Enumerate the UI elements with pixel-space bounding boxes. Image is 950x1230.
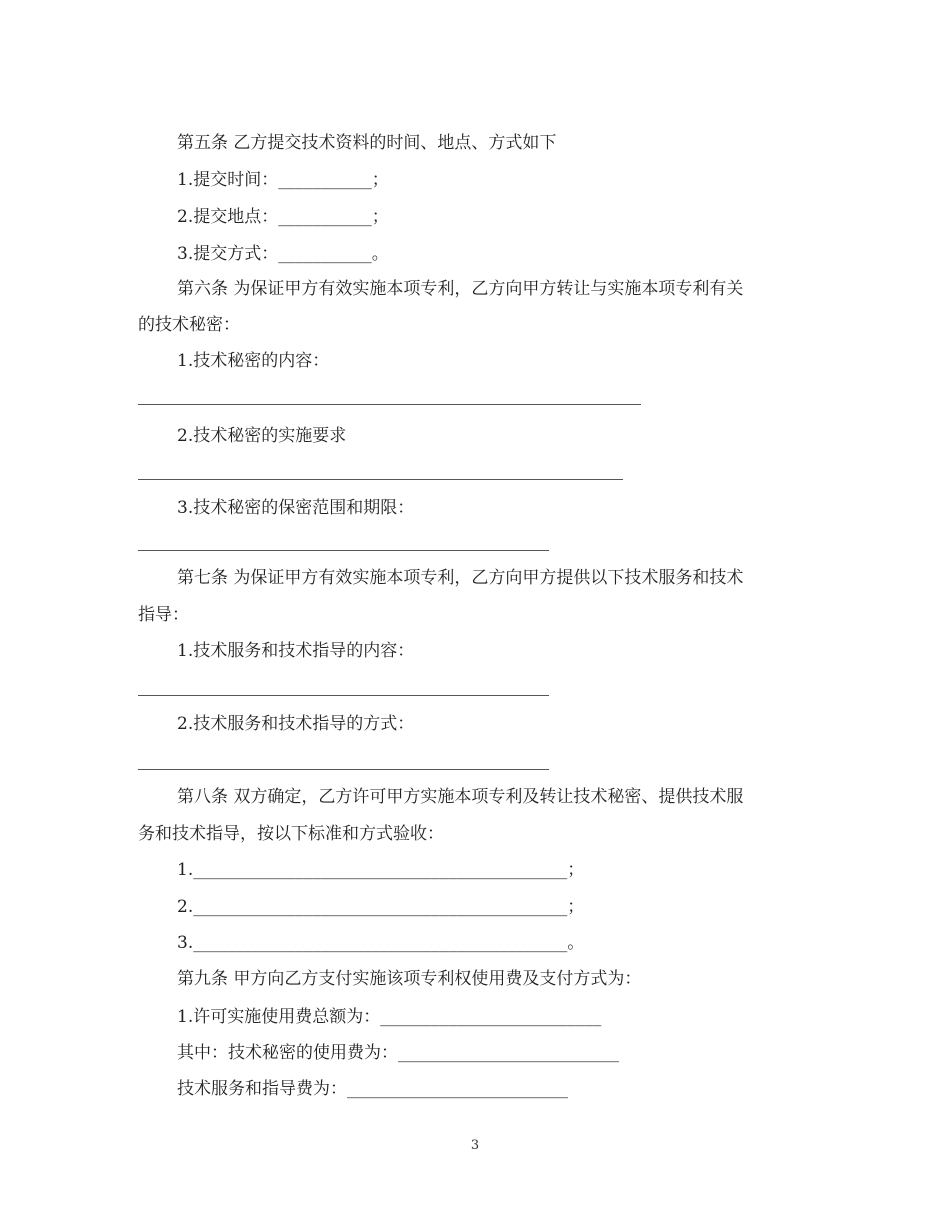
article6-item3-blank-line bbox=[138, 550, 549, 551]
article6-heading-line2: 的技术秘密： bbox=[138, 315, 240, 335]
article5-item1: 1.提交时间：___________； bbox=[177, 170, 389, 190]
article5-item2: 2.提交地点：___________； bbox=[177, 207, 389, 227]
article9-item2: 其中：技术秘密的使用费为：__________________________ bbox=[177, 1043, 619, 1063]
article7-item2: 2.技术服务和技术指导的方式： bbox=[177, 714, 415, 734]
article6-item3: 3.技术秘密的保密范围和期限： bbox=[177, 498, 415, 518]
article9-heading: 第九条 甲方向乙方支付实施该项专利权使用费及支付方式为： bbox=[177, 969, 642, 989]
article8-item2: 2.____________________________________________； bbox=[177, 897, 585, 917]
article7-item1-blank-line bbox=[138, 695, 549, 696]
article8-item3: 3.____________________________________________。 bbox=[177, 933, 585, 953]
article6-item1-blank-line bbox=[138, 404, 641, 405]
article7-item1: 1.技术服务和技术指导的内容： bbox=[177, 641, 415, 661]
article6-item2: 2.技术秘密的实施要求 bbox=[177, 426, 347, 446]
article7-item2-blank-line bbox=[138, 769, 549, 770]
article7-heading-line1: 第七条 为保证甲方有效实施本项专利，乙方向甲方提供以下技术服务和技术 bbox=[177, 568, 744, 588]
article5-item3: 3.提交方式：___________。 bbox=[177, 244, 389, 264]
article9-item1: 1.许可实施使用费总额为：__________________________ bbox=[177, 1007, 602, 1027]
article8-heading-line2: 务和技术指导，按以下标准和方式验收： bbox=[138, 824, 444, 844]
article7-heading-line2: 指导： bbox=[138, 605, 189, 625]
article5-heading: 第五条 乙方提交技术资料的时间、地点、方式如下 bbox=[177, 133, 557, 153]
article9-item3: 技术服务和指导费为：__________________________ bbox=[177, 1079, 568, 1099]
article6-heading-line1: 第六条 为保证甲方有效实施本项专利，乙方向甲方转让与实施本项专利有关 bbox=[177, 279, 744, 299]
article6-item2-blank-line bbox=[138, 479, 623, 480]
article8-heading-line1: 第八条 双方确定，乙方许可甲方实施本项专利及转让技术秘密、提供技术服 bbox=[177, 787, 744, 807]
article6-item1: 1.技术秘密的内容： bbox=[177, 351, 330, 371]
article8-item1: 1.____________________________________________； bbox=[177, 860, 585, 880]
page-number: 3 bbox=[470, 1138, 480, 1153]
